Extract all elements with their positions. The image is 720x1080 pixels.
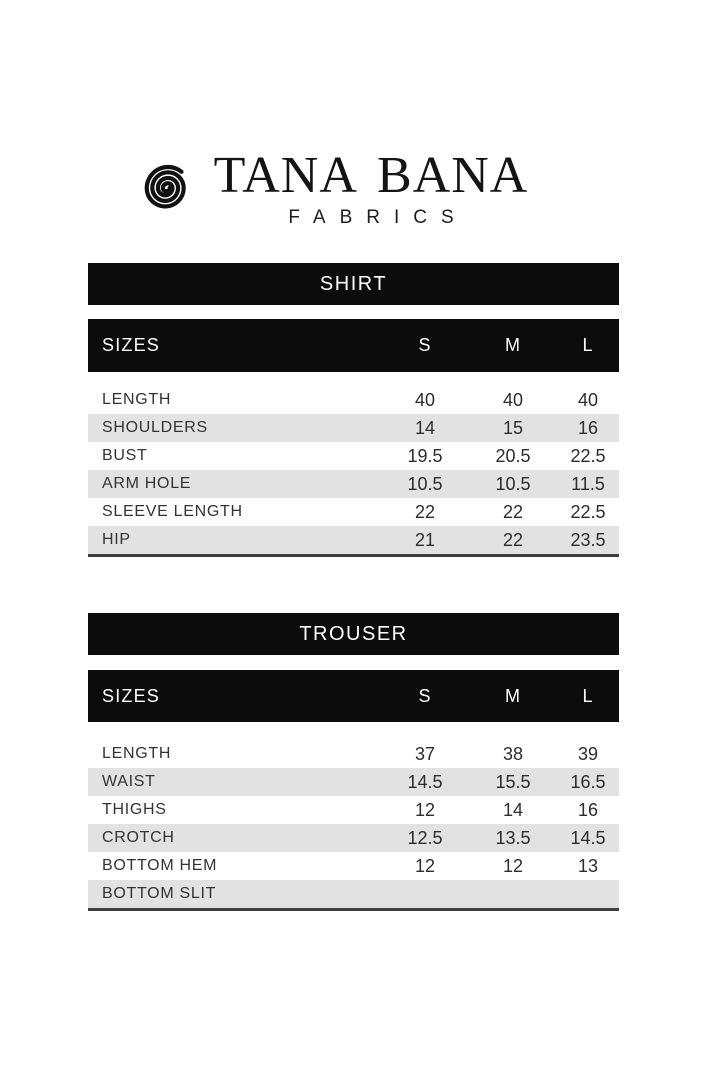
value-l: 13 <box>577 855 599 876</box>
value-l: 23.5 <box>570 529 606 550</box>
value-s: 12 <box>414 799 436 820</box>
shirt-size-table <box>88 386 619 557</box>
table-row <box>88 852 619 880</box>
value-s: 14.5 <box>407 771 443 792</box>
value-l: 11.5 <box>571 473 605 494</box>
measurement-label: CROTCH <box>102 829 175 846</box>
size-column-l: L <box>582 335 594 355</box>
shirt-title: SHIRT <box>319 272 388 295</box>
value-l: 16.5 <box>570 771 606 792</box>
value-l: 16 <box>577 417 599 438</box>
value-s: 14 <box>414 417 436 438</box>
value-l: 39 <box>577 743 599 764</box>
value-s: 19.5 <box>407 445 443 466</box>
value-l: 14.5 <box>570 827 606 848</box>
brand-logo <box>140 147 536 229</box>
table-row <box>88 796 619 824</box>
table-row <box>88 470 619 498</box>
value-m: 20.5 <box>495 445 531 466</box>
value-s: 37 <box>414 743 436 764</box>
measurement-label: HIP <box>102 531 131 548</box>
sizes-label: SIZES <box>102 685 161 706</box>
value-s: 12.5 <box>407 827 443 848</box>
measurement-label: LENGTH <box>102 745 172 762</box>
value-s: 12 <box>414 855 436 876</box>
value-m: 22 <box>502 529 524 550</box>
measurement-label: SHOULDERS <box>102 419 208 436</box>
table-row <box>88 386 619 414</box>
size-column-m: M <box>505 685 521 706</box>
shirt-sizes-header <box>88 319 619 372</box>
value-m: 40 <box>502 389 524 410</box>
value-l: 40 <box>577 389 599 410</box>
value-s: 10.5 <box>407 473 443 494</box>
value-m: 13.5 <box>495 827 531 848</box>
measurement-label: BOTTOM SLIT <box>102 885 217 902</box>
value-m: 12 <box>502 855 524 876</box>
measurement-label: BUST <box>102 447 148 464</box>
measurement-label: THIGHS <box>102 801 167 818</box>
measurement-label: SLEEVE LENGTH <box>102 503 243 520</box>
value-s: 40 <box>414 389 436 410</box>
size-column-s: S <box>418 335 432 355</box>
brand-subtitle: FABRICS <box>288 207 468 228</box>
table-row <box>88 740 619 768</box>
sizes-label: SIZES <box>102 335 161 355</box>
value-m: 15.5 <box>495 771 531 792</box>
value-l: 16 <box>577 799 599 820</box>
value-s: 21 <box>414 529 436 550</box>
table-row <box>88 768 619 796</box>
spiral-icon <box>140 159 196 217</box>
value-s: 22 <box>414 501 436 522</box>
value-l: 22.5 <box>570 445 606 466</box>
brand-name: TANA BANA <box>213 147 529 204</box>
table-row <box>88 414 619 442</box>
size-column-l: L <box>582 685 594 706</box>
value-m: 10.5 <box>495 473 531 494</box>
table-row <box>88 880 619 908</box>
table-row <box>88 442 619 470</box>
size-column-m: M <box>505 335 521 355</box>
trouser-size-table <box>88 740 619 911</box>
measurement-label: WAIST <box>102 773 156 790</box>
shirt-title-bar <box>88 263 619 305</box>
trouser-sizes-header <box>88 670 619 722</box>
table-row <box>88 526 619 554</box>
value-m: 22 <box>502 501 524 522</box>
trouser-title-bar <box>88 613 619 655</box>
value-m: 38 <box>502 743 524 764</box>
size-column-s: S <box>418 685 432 706</box>
trouser-title: TROUSER <box>299 622 408 645</box>
table-row <box>88 498 619 526</box>
measurement-label: ARM HOLE <box>102 475 192 492</box>
value-l: 22.5 <box>570 501 606 522</box>
value-m: 15 <box>502 417 524 438</box>
measurement-label: BOTTOM HEM <box>102 857 218 874</box>
brand-text <box>206 147 536 229</box>
table-row <box>88 824 619 852</box>
value-m: 14 <box>502 799 524 820</box>
measurement-label: LENGTH <box>102 391 172 408</box>
